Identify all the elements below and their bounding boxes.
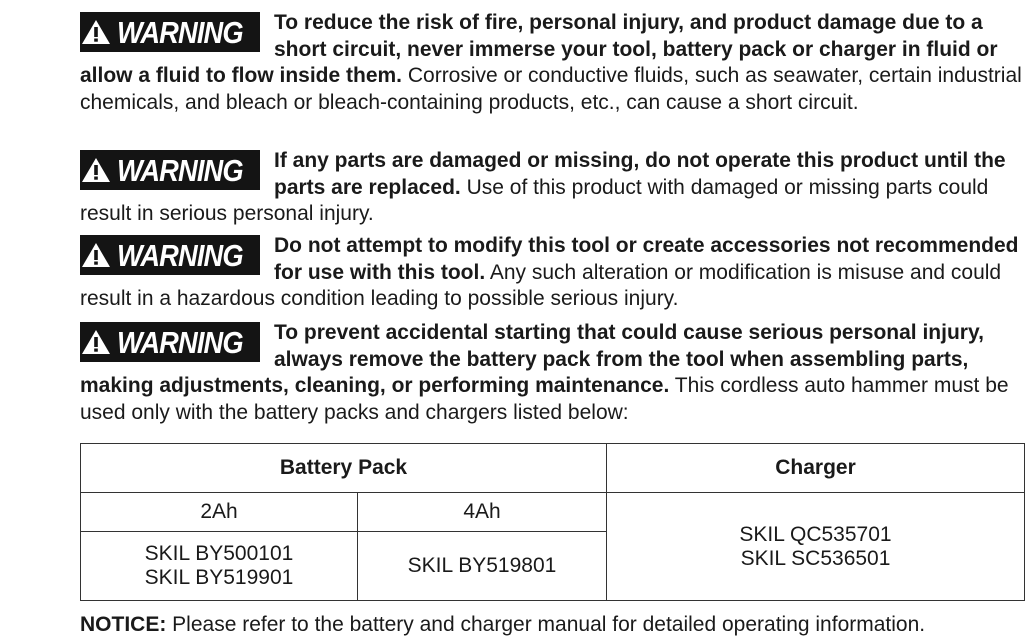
warning-badge: [80, 235, 260, 275]
warning-block-modify: [80, 233, 1026, 313]
warning-triangle-icon: [81, 156, 111, 184]
warning-body-text: This cordless auto hammer must be used only with the battery packs and chargers listed below:: [80, 374, 1009, 424]
warning-triangle-icon: [81, 328, 111, 356]
warning-triangle-icon: [81, 241, 111, 269]
warning-triangle-icon: [81, 18, 111, 46]
warning-badge: [80, 150, 260, 190]
charger-model: SKIL QC535701: [739, 522, 892, 546]
battery-2ah-models: [81, 532, 358, 601]
warning-bold-text: To reduce the risk of fire, personal injury, and product damage due to a short circuit, never immerse your tool, battery pack or charger in fluid or allow a fluid to flow inside them.: [80, 11, 998, 87]
warning-badge: [80, 12, 260, 52]
warning-bold-text: Do not attempt to modify this tool or create accessories not recommended for use with this tool.: [274, 234, 1019, 284]
warning-block-accidental-start: [80, 320, 1026, 426]
header-charger: Charger: [607, 444, 1025, 493]
notice-body: Please refer to the battery and charger manual for detailed operating information.: [166, 613, 926, 636]
battery-4ah-model: SKIL BY519801: [358, 532, 607, 601]
notice-text: [80, 612, 925, 638]
table-row: [81, 493, 1025, 532]
capacity-4ah: 4Ah: [358, 493, 607, 532]
battery-model: SKIL BY519901: [144, 566, 294, 589]
warning-badge-label: WARNING: [116, 152, 243, 188]
battery-model: SKIL BY500101: [144, 542, 294, 565]
warning-body-text: Corrosive or conductive fluids, such as seawater, certain industrial chemicals, and bleach or bleach-containing products, etc., can cause a short circuit.: [80, 64, 1022, 114]
warning-badge-label: WARNING: [116, 14, 243, 50]
warning-bold-text: If any parts are damaged or missing, do not operate this product until the parts are replaced.: [274, 149, 1006, 199]
warning-block-damaged-parts: [80, 148, 1026, 228]
warning-body-text: Use of this product with damaged or missing parts could result in serious personal injury.: [80, 175, 989, 225]
warning-block-fluid: [80, 10, 1026, 116]
warning-bold-text: To prevent accidental starting that could cause serious personal injury, always remove the battery pack from the tool when assembling parts, making adjustments, cleaning, or performing maintenance.: [80, 321, 984, 397]
header-battery-pack: Battery Pack: [81, 444, 607, 493]
warning-badge-label: WARNING: [116, 324, 243, 360]
battery-charger-table: [80, 443, 1025, 601]
charger-models: [607, 493, 1025, 601]
warning-body-text: Any such alteration or modification is misuse and could result in a hazardous condition leading to possible serious injury.: [80, 260, 1002, 310]
notice-label: NOTICE:: [80, 613, 167, 636]
charger-model: SKIL SC536501: [740, 546, 891, 570]
warning-badge-label: WARNING: [116, 237, 243, 273]
warning-badge: [80, 322, 260, 362]
capacity-2ah: 2Ah: [81, 493, 358, 532]
table-header-row: [81, 444, 1025, 493]
